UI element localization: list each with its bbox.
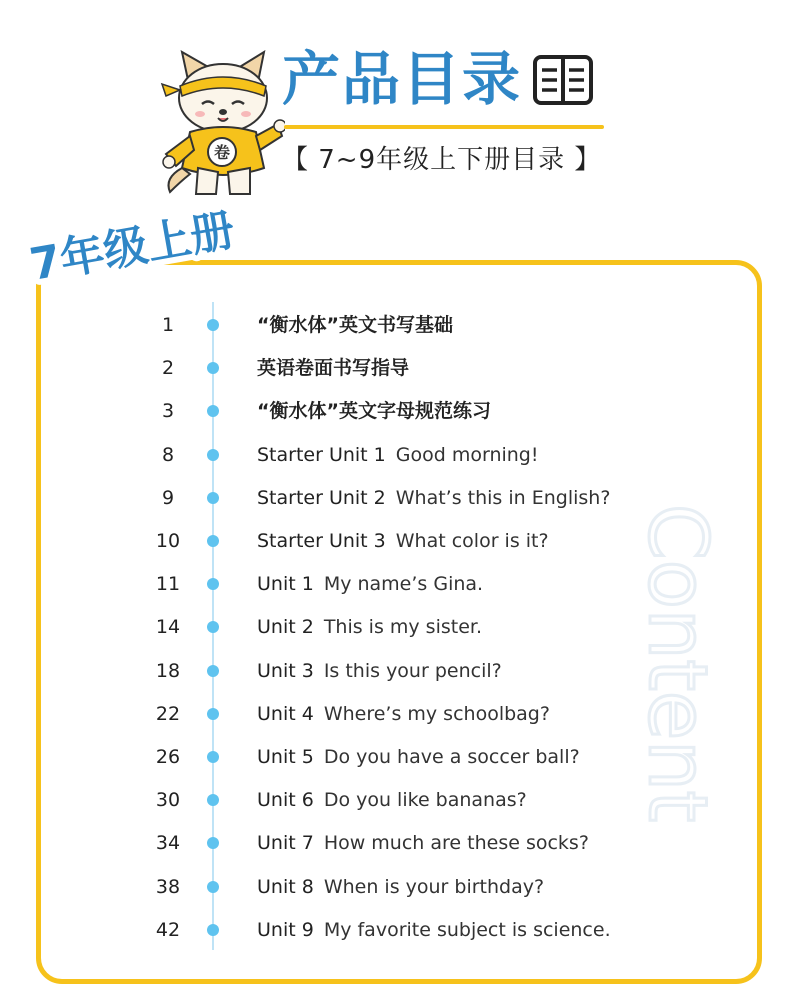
toc-entry-label: Unit 5 [257,746,314,768]
toc-entry [257,521,549,561]
toc-entry-label: 英语卷面书写指导 [257,357,410,380]
toc-entry-description: When is your birthday? [323,875,545,898]
toc-entry-description: Where’s my schoolbag? [323,702,550,725]
toc-entry-description: How much are these socks? [323,832,589,855]
toc-row [0,823,790,863]
toc-entry [257,651,502,691]
toc-row [0,737,790,777]
toc-entry-label: Unit 6 [257,789,314,812]
dog-mascot-icon [160,50,285,198]
toc-row [0,651,790,691]
toc-row [0,478,790,518]
toc-page-number: 38 [155,875,181,898]
toc-entry-description: Good morning! [395,443,539,466]
toc-page-number: 1 [161,314,175,336]
toc-entry [257,780,527,820]
timeline-dot-icon [207,621,219,633]
timeline-dot-icon [207,449,219,461]
toc-entry-label: Unit 2 [257,616,314,639]
toc-page-number: 30 [155,789,181,812]
toc-row [0,435,790,475]
timeline-dot-icon [207,708,219,720]
toc-entry [257,694,550,734]
toc-entry-label: “衡水体”英文书写基础 [257,314,453,336]
timeline-dot-icon [207,535,219,547]
toc-page-number: 42 [155,918,181,941]
timeline-dot-icon [207,751,219,763]
toc-entry-label: Starter Unit 2 [257,486,386,509]
toc-entry-label: Unit 8 [257,875,314,898]
toc-page-number: 3 [161,400,175,423]
toc-entry-description: What’s this in English? [395,486,611,509]
toc-row [0,780,790,820]
timeline-dot-icon [207,362,219,374]
toc-page-number: 34 [155,832,181,855]
toc-row [0,305,790,345]
toc-page-number: 18 [155,659,181,682]
toc-entry-description: Do you have a soccer ball? [323,746,580,768]
svg-text:Content: Content [632,504,722,823]
timeline-dot-icon [207,578,219,590]
timeline-dot-icon [207,881,219,893]
book-icon [532,54,594,106]
toc-row [0,694,790,734]
title-underline [284,125,604,129]
page-subtitle: 【 7~9年级上下册目录 】 [282,145,602,175]
timeline-dot-icon [207,665,219,677]
toc-entry [257,607,482,647]
toc-row [0,607,790,647]
toc-entry-label: Unit 3 [257,659,314,682]
toc-entry-label: Unit 1 [257,573,314,596]
toc-page-number: 2 [161,357,175,380]
toc-row [0,867,790,907]
toc-entry [257,391,491,431]
toc-row [0,391,790,431]
toc-page-number: 10 [155,530,181,552]
toc-entry [257,867,544,907]
toc-row [0,910,790,950]
toc-entry-description: My name’s Gina. [323,573,484,596]
timeline-dot-icon [207,837,219,849]
toc-entry [257,435,539,475]
toc-entry-description: My favorite subject is science. [323,918,611,941]
toc-page-number: 22 [155,702,181,725]
toc-entry-label: Unit 4 [257,702,314,725]
toc-page-number: 9 [161,486,175,509]
toc-page-number: 14 [155,616,181,639]
toc-entry-description: This is my sister. [323,616,483,639]
toc-entry-description: What color is it? [395,530,549,552]
toc-entry-description: Do you like bananas? [323,789,527,812]
toc-entry-label: Starter Unit 1 [257,443,386,466]
toc-row [0,348,790,388]
timeline-dot-icon [207,319,219,331]
toc-entry-label: Starter Unit 3 [257,530,386,552]
toc-entry [257,478,610,518]
toc-entry [257,348,409,388]
toc-entry-label: Unit 7 [257,832,314,855]
toc-page-number: 8 [161,443,175,466]
toc-page-number: 11 [155,573,181,596]
toc-entry-label: Unit 9 [257,918,314,941]
toc-entry [257,823,589,863]
page-title: 产品目录 [282,45,523,113]
timeline-dot-icon [207,492,219,504]
timeline-dot-icon [207,794,219,806]
toc-entry-description: Is this your pencil? [323,659,502,682]
toc-entry-label: “衡水体”英文字母规范练习 [257,400,491,423]
toc-page-number: 26 [155,746,181,768]
toc-row [0,521,790,561]
toc-row [0,564,790,604]
svg-text:卷: 卷 [213,143,231,162]
toc-entry [257,737,580,777]
toc-entry [257,910,611,950]
timeline-dot-icon [207,924,219,936]
timeline-dot-icon [207,405,219,417]
svg-text:7年级上册: 7年级上册 [26,204,239,291]
toc-entry [257,564,483,604]
toc-entry [257,305,453,345]
